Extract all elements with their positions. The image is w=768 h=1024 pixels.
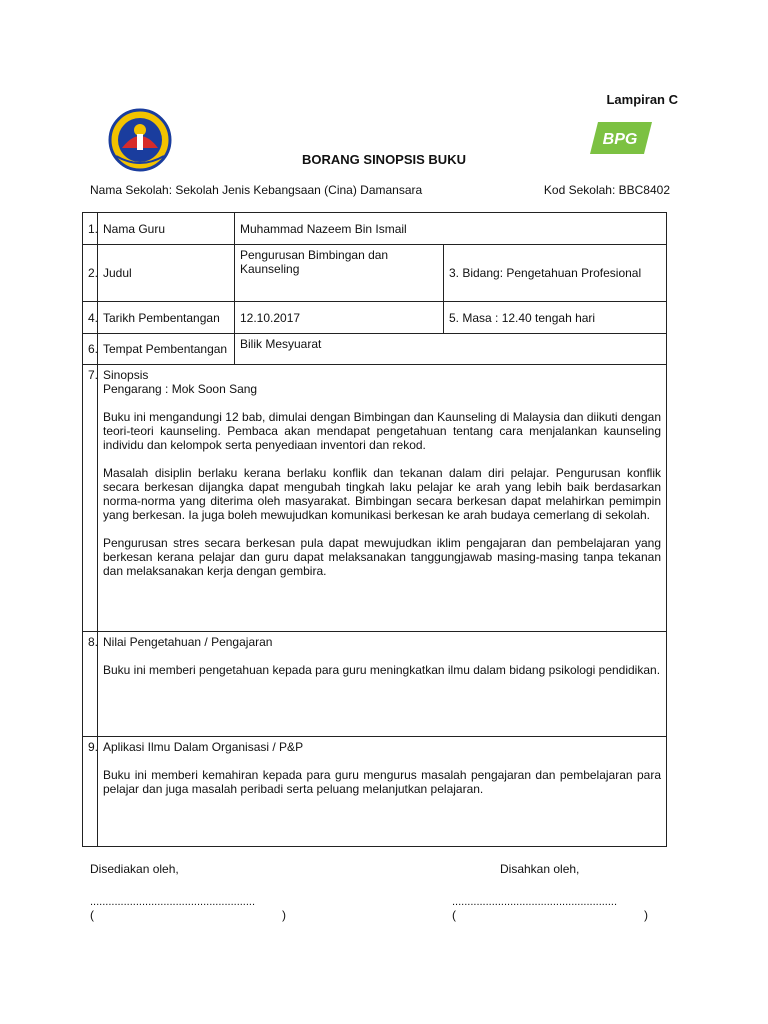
bpg-logo-text: BPG: [602, 131, 638, 148]
row-number: 7.: [83, 365, 98, 632]
synopsis-cell: [98, 365, 667, 632]
venue-value: Bilik Mesyuarat: [235, 334, 667, 365]
venue-label: Tempat Pembentangan: [98, 334, 235, 365]
name-brackets: [452, 908, 648, 922]
row-number: 4.: [83, 302, 98, 334]
synopsis-form-table: [82, 212, 667, 847]
table-row: [83, 334, 667, 365]
time-value: 5. Masa : 12.40 tengah hari: [444, 302, 667, 334]
knowledge-paragraph: Buku ini memberi pengetahuan kepada para guru meningkatkan ilmu dalam bidang psikologi pendidikan.: [103, 663, 661, 677]
approved-by-label: Disahkan oleh,: [500, 862, 580, 876]
school-name: Nama Sekolah: Sekolah Jenis Kebangsaan (Cina) Damansara: [90, 183, 423, 197]
signature-line: ......................................................: [452, 896, 618, 908]
signature-line: ......................................................: [90, 896, 256, 908]
table-row: [83, 213, 667, 245]
synopsis-author: Pengarang : Mok Soon Sang: [103, 382, 258, 396]
close-bracket: ): [282, 908, 286, 922]
synopsis-paragraph-2: Masalah disiplin berlaku kerana berlaku konflik dan tekanan dalam diri pelajar. Pengurusan konflik secara berkesan dijangka dapat mengubah tingkah laku pelajar ke arah yang lebih baik berdasarkan norma-norma yang diterima oleh masyarakat. Bimbingan secara berkesan dapat melahirkan pemimpin yang berkesan. Ia juga boleh mewujudkan komunikasi berkesan ke arah budaya cemerlang di sekolah.: [103, 466, 661, 522]
table-row: [83, 245, 667, 302]
table-row: [83, 365, 667, 632]
open-bracket: (: [90, 908, 94, 922]
form-title: BORANG SINOPSIS BUKU: [302, 152, 466, 167]
row-number: 8.: [83, 632, 98, 737]
table-row: [83, 632, 667, 737]
prepared-by-block: [90, 862, 286, 922]
application-heading: Aplikasi Ilmu Dalam Organisasi / P&P: [103, 740, 304, 754]
table-row: [83, 737, 667, 847]
synopsis-paragraph-1: Buku ini mengandungi 12 bab, dimulai dengan Bimbingan dan Kaunseling di Malaysia dan diikuti dengan teori-teori kaunseling. Pembaca akan mendapat pengetahuan tentang cara menjalankan kaunseling individu dan kelompok serta penyediaan inventori dan rekod.: [103, 410, 661, 452]
synopsis-heading: Sinopsis: [103, 368, 149, 382]
date-value: 12.10.2017: [235, 302, 444, 334]
synopsis-paragraph-3: Pengurusan stres secara berkesan pula dapat mewujudkan iklim pengajaran dan pembelajaran yang berkesan kerana pelajar dan guru dapat melaksanakan tanggungjawab masing-masing tanpa tekanan dan melaksanakan kerja dengan gembira.: [103, 536, 661, 578]
knowledge-heading: Nilai Pengetahuan / Pengajaran: [103, 635, 273, 649]
teacher-name-label: Nama Guru: [98, 213, 235, 245]
application-cell: [98, 737, 667, 847]
teacher-name-value: Muhammad Nazeem Bin Ismail: [235, 213, 667, 245]
title-label: Judul: [98, 245, 235, 302]
title-value: Pengurusan Bimbingan dan Kaunseling: [235, 245, 444, 302]
school-code: Kod Sekolah: BBC8402: [543, 183, 670, 197]
approved-by-block: [452, 862, 648, 922]
knowledge-value-cell: [98, 632, 667, 737]
field-value: 3. Bidang: Pengetahuan Profesional: [444, 245, 667, 302]
row-number: 2.: [83, 245, 98, 302]
name-brackets: [90, 908, 286, 922]
prepared-by-label: Disediakan oleh,: [90, 862, 179, 876]
row-number: 9.: [83, 737, 98, 847]
close-bracket: ): [644, 908, 648, 922]
application-paragraph: Buku ini memberi kemahiran kepada para guru mengurus masalah pengajaran dan pembelajaran para pelajar dan juga masalah peribadi serta peluang melanjutkan pelajaran.: [103, 768, 661, 796]
row-number: 1.: [83, 213, 98, 245]
row-number: 6.: [83, 334, 98, 365]
table-row: [83, 302, 667, 334]
appendix-label: Lampiran C: [606, 92, 678, 107]
open-bracket: (: [452, 908, 456, 922]
date-label: Tarikh Pembentangan: [98, 302, 235, 334]
